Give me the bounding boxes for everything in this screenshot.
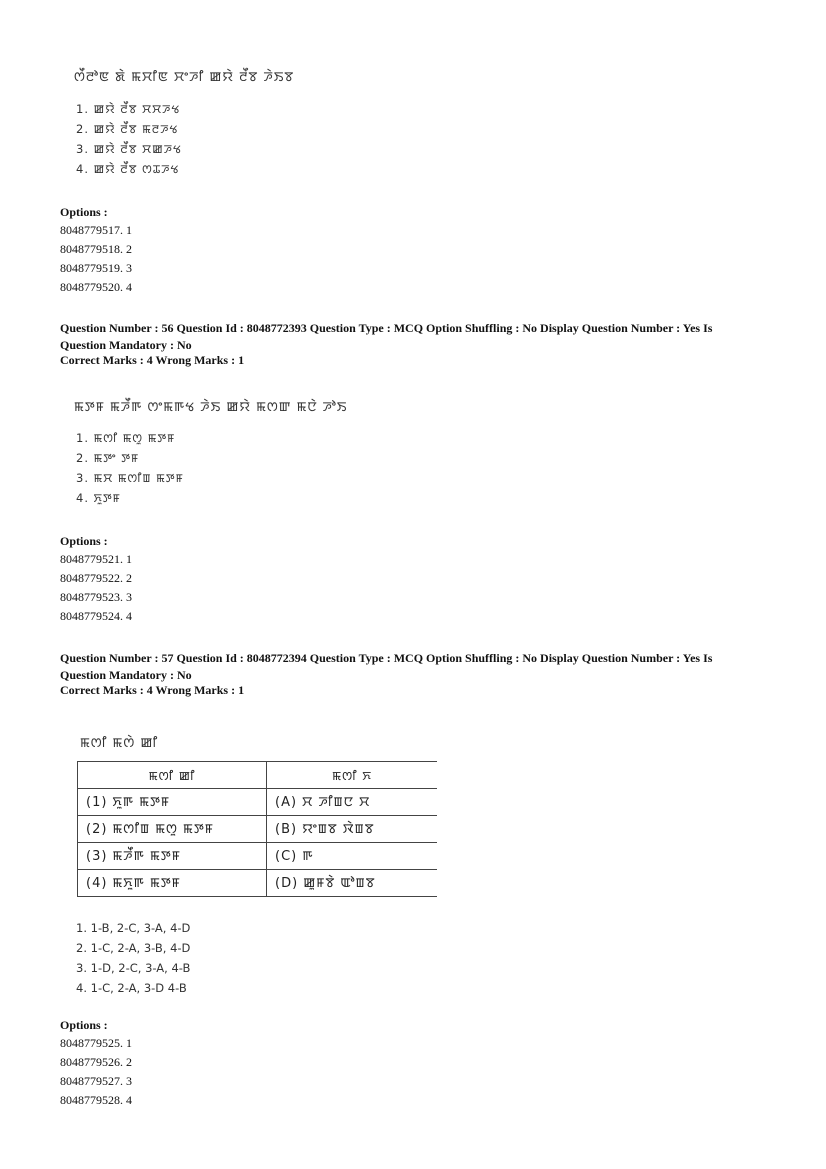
q55-choice-4: 4. ꯀꯌꯥ ꯂꯩꯕ ꯁꯊꯍꯠ bbox=[76, 162, 180, 176]
q55-option-3: 8048779519. 3 bbox=[60, 261, 132, 275]
q57-choices bbox=[76, 918, 190, 998]
q55-choice-2: 2. ꯀꯌꯥ ꯂꯩꯕ ꯃꯂꯍꯠ bbox=[76, 122, 179, 136]
q56-choice-3: 3. ꯃꯆ ꯃꯁꯤꯡ ꯃꯇꯝ bbox=[76, 471, 184, 485]
match-row bbox=[78, 789, 438, 816]
q57-choice-4: 4. 1-C, 2-A, 3-D 4-B bbox=[76, 981, 187, 995]
match-row bbox=[78, 870, 438, 897]
match-right-3: (C) ꯒ bbox=[267, 843, 438, 870]
q56-choice-2: 2. ꯃꯇꯦ ꯇꯝ bbox=[76, 451, 140, 465]
q55-option-1: 8048779517. 1 bbox=[60, 223, 132, 237]
match-left-3: (3) ꯃꯍꯩꯒ ꯃꯇꯝ bbox=[78, 843, 267, 870]
q56-choice-1: 1. ꯃꯁꯤ ꯃꯁꯨ ꯃꯇꯝ bbox=[76, 431, 176, 445]
q57-stem: ꯃꯁꯤ ꯃꯁꯥ ꯀꯤ bbox=[80, 736, 159, 751]
q57-options bbox=[60, 1034, 132, 1110]
q56-option-4: 8048779524. 4 bbox=[60, 609, 132, 623]
q56-choice-4: 4. ꯈꯨꯇꯝ bbox=[76, 491, 121, 505]
q55-choice-3: 3. ꯀꯌꯥ ꯂꯩꯕ ꯆꯀꯍꯠ bbox=[76, 142, 182, 156]
match-table-header bbox=[78, 762, 438, 789]
match-head-left: ꯃꯁꯤ ꯀꯤ bbox=[78, 762, 267, 789]
match-left-4: (4) ꯃꯈꯨꯒ ꯃꯇꯝ bbox=[78, 870, 267, 897]
q57-choice-3: 3. 1-D, 2-C, 3-A, 4-B bbox=[76, 961, 191, 975]
q56-stem: ꯃꯇꯝ ꯃꯍꯩꯒ ꯁꯦꯃꯒꯠ ꯍꯥꯏ ꯀꯌꯥ ꯃꯁꯛ ꯃꯅꯥ ꯍꯣꯏ bbox=[74, 400, 348, 415]
q57-meta: Question Number : 57 Question Id : 8048772394 Question Type : MCQ Option Shuffling : No Display Question Number : Yes Is Question Mandatory : No bbox=[60, 651, 713, 682]
q55-option-2: 8048779518. 2 bbox=[60, 242, 132, 256]
q55-choice-1: 1. ꯀꯌꯥ ꯂꯩꯕ ꯆꯆꯍꯠ bbox=[76, 102, 181, 116]
match-row bbox=[78, 843, 438, 870]
q56-options bbox=[60, 550, 132, 626]
q56-option-1: 8048779521. 1 bbox=[60, 552, 132, 566]
match-left-2: (2) ꯃꯁꯤꯡ ꯃꯁꯨ ꯃꯇꯝ bbox=[78, 816, 267, 843]
q55-options-label: Options : bbox=[60, 205, 108, 219]
match-right-2: (B) ꯌꯦꯡꯕ ꯋꯥꯡꯕ bbox=[267, 816, 438, 843]
q57-match-table bbox=[77, 761, 437, 897]
match-head-right: ꯃꯁꯤ ꯈ bbox=[267, 762, 438, 789]
match-row bbox=[78, 816, 438, 843]
q57-options-label: Options : bbox=[60, 1018, 108, 1032]
match-right-4: (D) ꯀꯨꯝꯕꯥ ꯑꯣꯡꯕ bbox=[267, 870, 438, 897]
q56-marks: Correct Marks : 4 Wrong Marks : 1 bbox=[60, 353, 245, 367]
q57-option-2: 8048779526. 2 bbox=[60, 1055, 132, 1069]
q56-option-3: 8048779523. 3 bbox=[60, 590, 132, 604]
q57-option-4: 8048779528. 4 bbox=[60, 1093, 132, 1107]
q56-choices bbox=[76, 428, 184, 508]
q57-marks: Correct Marks : 4 Wrong Marks : 1 bbox=[60, 683, 245, 697]
q56-options-label: Options : bbox=[60, 534, 108, 548]
q57-option-1: 8048779525. 1 bbox=[60, 1036, 132, 1050]
q57-choice-1: 1. 1-B, 2-C, 3-A, 4-D bbox=[76, 921, 191, 935]
match-right-1: (A) ꯆ ꯍꯤꯡꯅ ꯆ bbox=[267, 789, 438, 816]
q57-choice-2: 2. 1-C, 2-A, 3-B, 4-D bbox=[76, 941, 191, 955]
match-left-1: (1) ꯈꯨꯒ ꯃꯇꯝ bbox=[78, 789, 267, 816]
q56-meta: Question Number : 56 Question Id : 8048772393 Question Type : MCQ Option Shuffling : No Display Question Number : Yes Is Question Mandatory : No bbox=[60, 321, 713, 352]
q57-option-3: 8048779527. 3 bbox=[60, 1074, 132, 1088]
q55-stem: ꯁꯩꯂꯣꯟ ꯗꯥ ꯃꯆꯤꯟ ꯆꯦꯍꯤ ꯀꯌꯥ ꯂꯩꯕ ꯍꯥꯏꯕ bbox=[74, 70, 295, 85]
q56-option-2: 8048779522. 2 bbox=[60, 571, 132, 585]
q55-option-4: 8048779520. 4 bbox=[60, 280, 132, 294]
q55-choices bbox=[76, 99, 182, 179]
q55-options bbox=[60, 221, 132, 297]
